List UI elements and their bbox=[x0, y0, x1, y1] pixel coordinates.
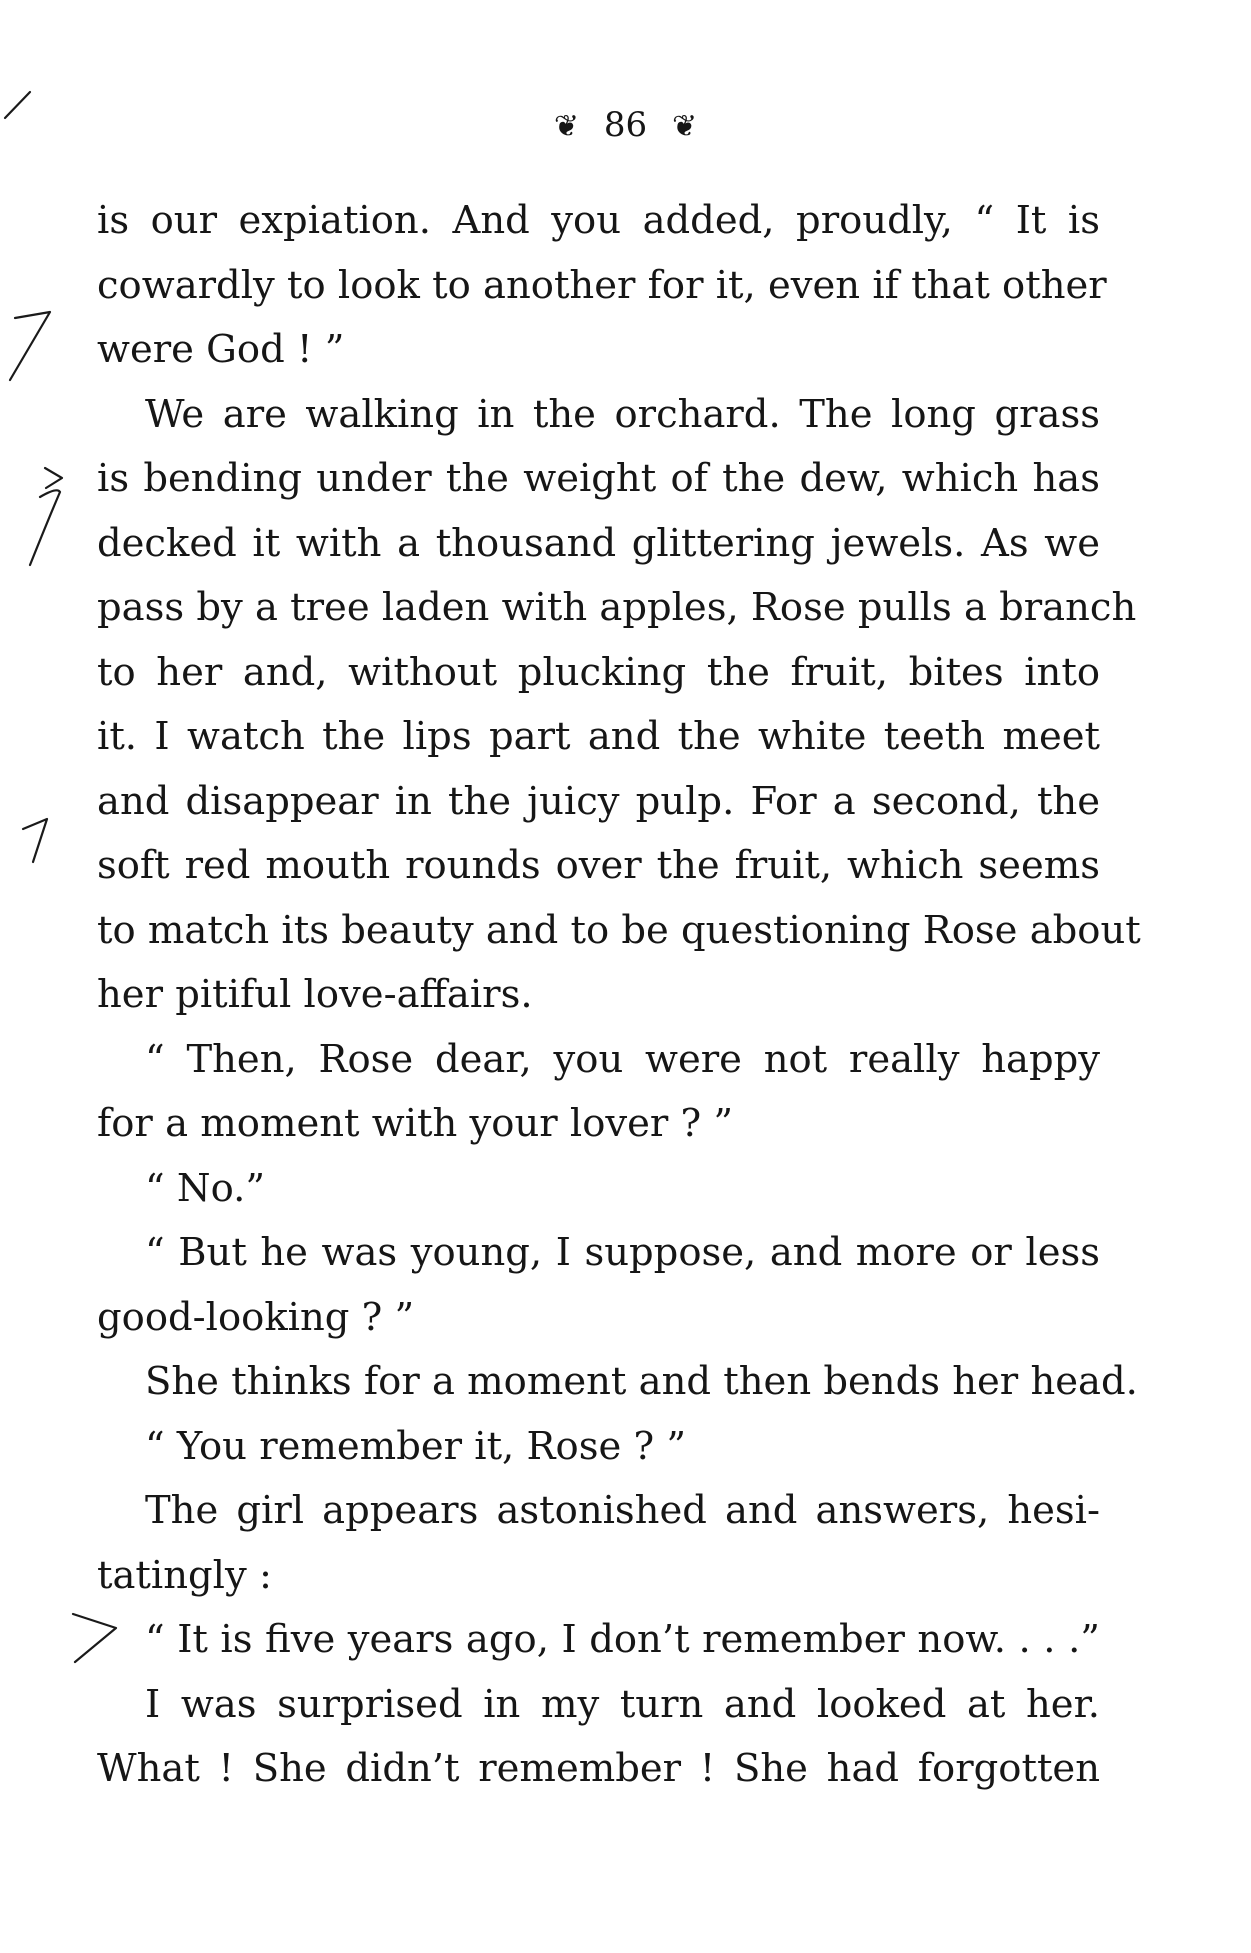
text-line: “ Then, Rose dear, you were not really happy bbox=[145, 1036, 1100, 1082]
pencil-caret-mark-1 bbox=[45, 468, 62, 488]
page-header bbox=[0, 100, 1251, 152]
text-line: tatingly : bbox=[97, 1552, 272, 1598]
text-line: pass by a tree laden with apples, Rose pulls a branch bbox=[97, 585, 1137, 630]
text-line: “ No.” bbox=[145, 1165, 266, 1211]
text-line: her pitiful love-affairs. bbox=[97, 972, 533, 1017]
text-line: cowardly to look to another for it, even if that other bbox=[97, 262, 1107, 308]
text-line: is our expiation. And you added, proudly, “ It is bbox=[97, 198, 1100, 243]
text-line: “ It is five years ago, I don’t remember now. . . .” bbox=[145, 1617, 1100, 1662]
ornament-left-icon: ❦ bbox=[553, 109, 580, 144]
text-line: to match its beauty and to be questioning Rose about bbox=[97, 907, 1141, 953]
pencil-seven-mark-3 bbox=[23, 819, 47, 862]
ornament-right-icon: ❦ bbox=[671, 109, 698, 144]
text-line: were God ! ” bbox=[97, 327, 345, 372]
text-line: We are walking in the orchard. The long grass bbox=[145, 391, 1100, 437]
text-line: “ You remember it, Rose ? ” bbox=[145, 1423, 687, 1469]
pencil-seven-mark-2 bbox=[30, 490, 60, 565]
text-line: for a moment with your lover ? ” bbox=[97, 1101, 734, 1146]
body-text bbox=[97, 189, 1141, 1802]
text-line: decked it with a thousand glittering jewels. As we bbox=[97, 520, 1100, 566]
text-line: it. I watch the lips part and the white teeth meet bbox=[97, 714, 1100, 759]
text-line: The girl appears astonished and answers, hesi- bbox=[145, 1488, 1100, 1533]
text-line: She thinks for a moment and then bends her head. bbox=[145, 1359, 1138, 1404]
text-line: soft red mouth rounds over the fruit, which seems bbox=[97, 843, 1100, 888]
page-number: 86 bbox=[603, 105, 648, 145]
text-line: What ! She didn’t remember ! She had forgotten bbox=[97, 1746, 1100, 1791]
text-line: and disappear in the juicy pulp. For a second, the bbox=[97, 778, 1100, 824]
text-line: is bending under the weight of the dew, which has bbox=[97, 456, 1100, 501]
text-line: to her and, without plucking the fruit, bites into bbox=[97, 649, 1100, 695]
text-line: I was surprised in my turn and looked at her. bbox=[145, 1681, 1100, 1727]
text-line: good-looking ? ” bbox=[97, 1294, 415, 1340]
pencil-seven-mark-1 bbox=[10, 312, 50, 380]
text-line: “ But he was young, I suppose, and more or less bbox=[145, 1230, 1100, 1275]
